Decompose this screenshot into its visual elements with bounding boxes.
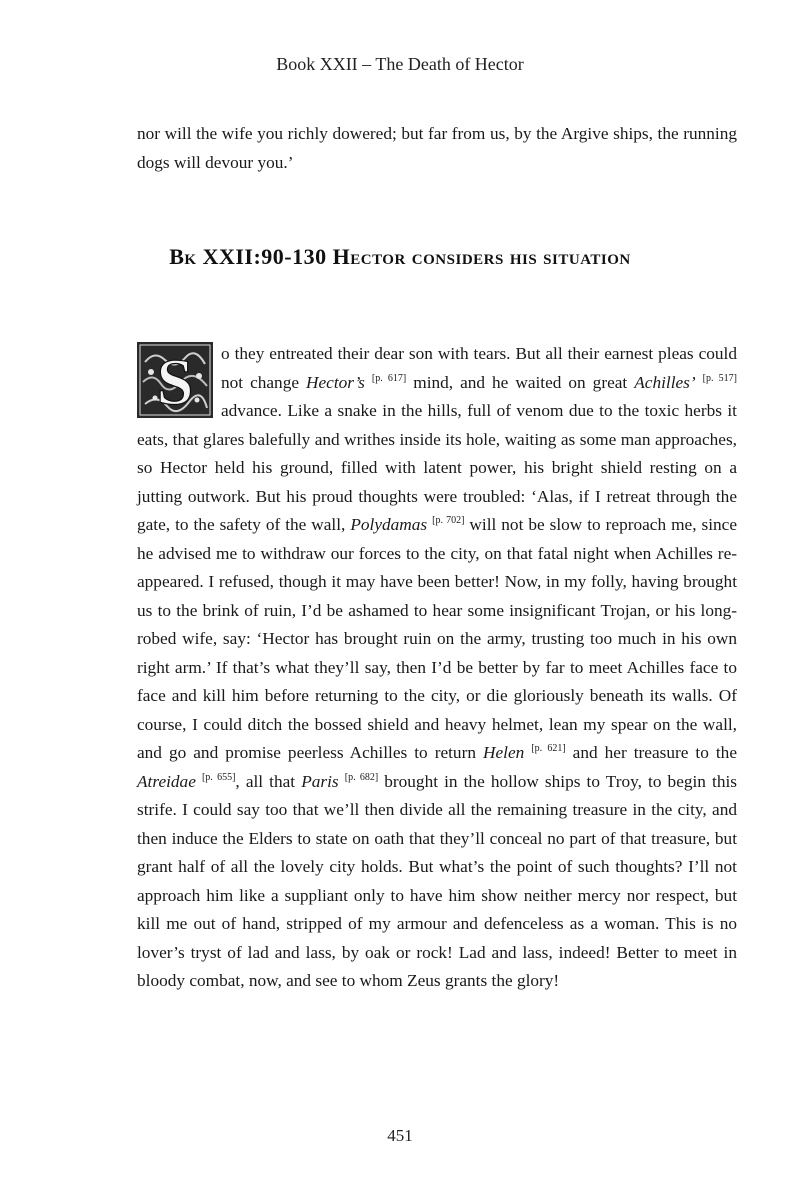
- ref-helen[interactable]: [p. 621]: [531, 743, 566, 755]
- name-helen: Helen: [483, 743, 525, 762]
- body-text-7: brought in the hollow ships to Troy, to begin this strife. I could say too that we’ll then divide all the remaining treasure in the city, and then induce the Elders to state on oath that they’ll conceal no part of that treasure, but grant half of all the lovely city holds. But what’s the point of such thoughts? I’ll not approach him like a suppliant only to have him show neither mercy nor respect, but kill me out of hand, stripped of my armour and defenceless as a woman. This is no lover’s tryst of lad and lass, by oak or rock! Lad and lass, indeed! Better to meet in bloody combat, now, and see to whom Zeus grants the glory!: [137, 771, 738, 990]
- ref-atreidae[interactable]: [p. 655]: [201, 771, 236, 783]
- body-text-2: mind, and he waited on great: [406, 372, 635, 392]
- name-atreidae: Atreidae: [137, 771, 196, 791]
- name-polydamas: Polydamas: [350, 515, 428, 534]
- decorative-dropcap: [137, 342, 213, 418]
- continuation-paragraph: nor will the wife you richly dowered; but far from us, by the Argive ships, the running dogs will devour you.’: [137, 124, 737, 172]
- name-achilles: Achilles’: [634, 372, 696, 392]
- body-text-1: o they entreated their dear son with tears. But all their earnest pleas could not change: [221, 344, 737, 392]
- ref-achilles[interactable]: [p. 517]: [702, 372, 737, 384]
- body-text-3: advance. Like a snake in the hills, full of venom due to the toxic herbs it eats, that glares balefully and writhes inside its hole, waiting as some man approaches, so Hector held his ground, filled with latent power, his bright shield resting on a jutting outwork. But his proud thoughts were troubled: ‘Alas, if I retreat through the gate, to the safety of the wall,: [137, 401, 737, 534]
- name-hector: Hector’s: [306, 372, 365, 392]
- running-head: Book XXII – The Death of Hector: [276, 54, 524, 74]
- ref-hector[interactable]: [p. 617]: [371, 372, 407, 384]
- body-text-4: will not be slow to reproach me, since he advised me to withdraw our forces to the city, on that fatal night when Achilles re-appeared. I refused, though it may have been better! Now, in my folly, having brought us to the brink of ruin, I’d be ashamed to hear some insignificant Trojan, or his long-robed wife, say: ‘Hector has brought ruin on the army, trusting too much in his own right arm.’ If that’s what they’ll say, then I’d be better by far to meet Achilles face to face and kill him before returning to the city, or die gloriously beneath its walls. Of course, I could ditch the bossed shield and heavy helmet, lean my spear on the wall, and go and promise peerless Achilles to return: [137, 515, 738, 762]
- body-text-6: , all that: [235, 771, 302, 791]
- ref-polydamas[interactable]: [p. 702]: [432, 515, 465, 527]
- page-number: 451: [387, 1126, 413, 1145]
- body-paragraph: [137, 340, 737, 996]
- dropcap-letter: S: [156, 346, 194, 418]
- ref-paris[interactable]: [p. 682]: [344, 771, 379, 783]
- body-text-5: and her treasure to the: [565, 743, 737, 762]
- section-heading: Bk XXII:90-130 Hector considers his situation: [169, 244, 631, 269]
- name-paris: Paris: [301, 771, 339, 791]
